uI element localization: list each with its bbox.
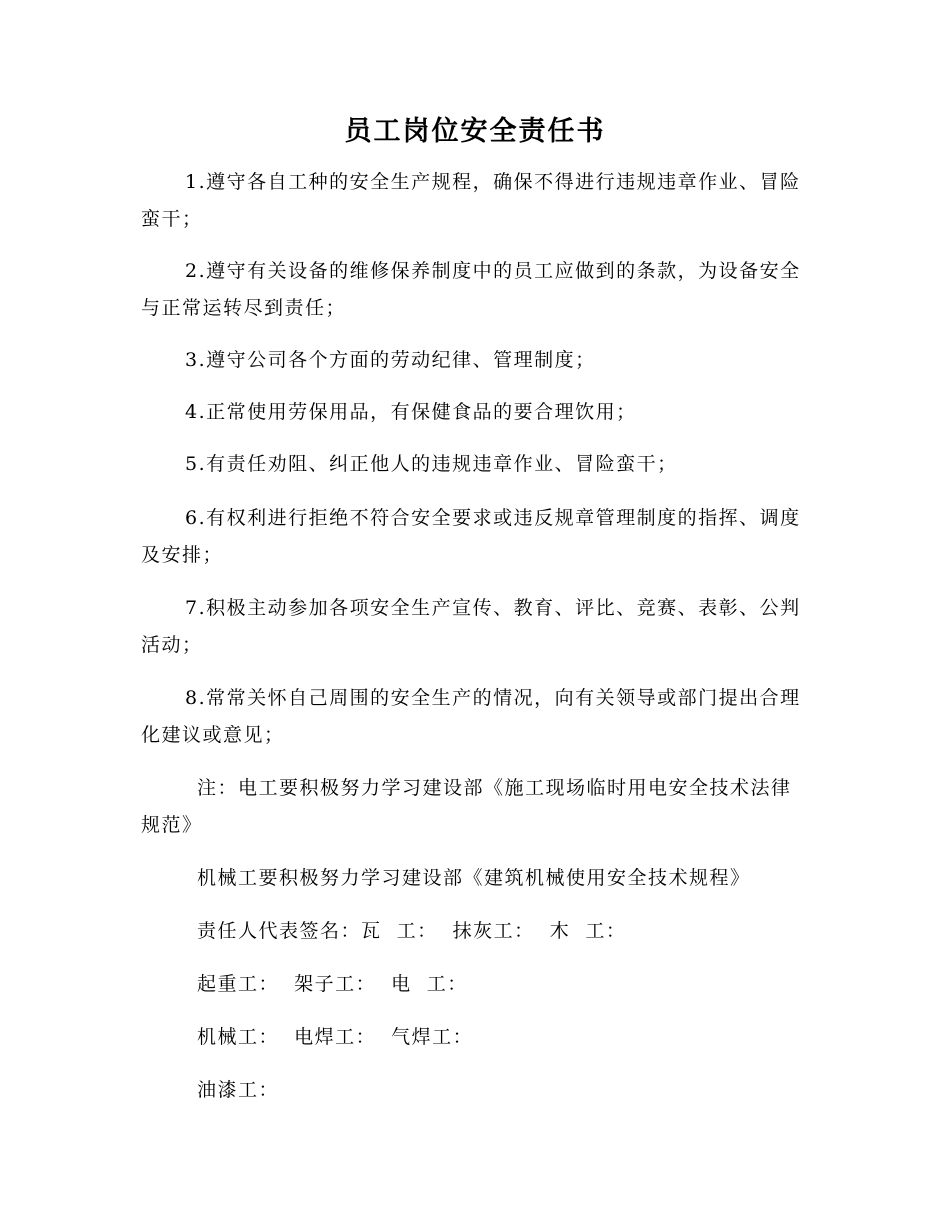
rule-item-2: 2.遵守有关设备的维修保养制度中的员工应做到的条款，为设备安全与正常运转尽到责任；: [141, 260, 801, 319]
signature-line-2: 起重工： 架子工： 电 工：: [197, 973, 468, 995]
rule-item-6: 6.有权利进行拒绝不符合安全要求或违反规章管理制度的指挥、调度及安排；: [141, 507, 801, 566]
signature-line-3: 机械工： 电焊工： 气焊工：: [197, 1026, 474, 1048]
document-title: 员工岗位安全责任书: [344, 116, 606, 147]
rule-item-5: 5.有责任劝阻、纠正他人的违规违章作业、冒险蛮干；: [185, 453, 678, 475]
rule-item-4: 4.正常使用劳保用品，有保健食品的要合理饮用；: [185, 401, 637, 423]
signature-line-4: 油漆工：: [197, 1079, 280, 1101]
rule-item-7: 7.积极主动参加各项安全生产宣传、教育、评比、竞赛、表彰、公判活动；: [141, 597, 801, 656]
signature-line-1: 责任人代表签名：瓦 工： 抹灰工： 木 工：: [197, 920, 627, 942]
electrician-note: 注：电工要积极努力学习建设部《施工现场临时用电安全技术法律规范》: [141, 777, 792, 836]
rule-item-1: 1.遵守各自工种的安全生产规程，确保不得进行违规违章作业、冒险蛮干；: [141, 171, 801, 230]
rule-item-3: 3.遵守公司各个方面的劳动纪律、管理制度；: [185, 349, 596, 371]
rule-item-8: 8.常常关怀自己周围的安全生产的情况，向有关领导或部门提出合理化建议或意见；: [141, 687, 801, 746]
mechanic-note: 机械工要积极努力学习建设部《建筑机械使用安全技术规程》: [197, 867, 751, 889]
